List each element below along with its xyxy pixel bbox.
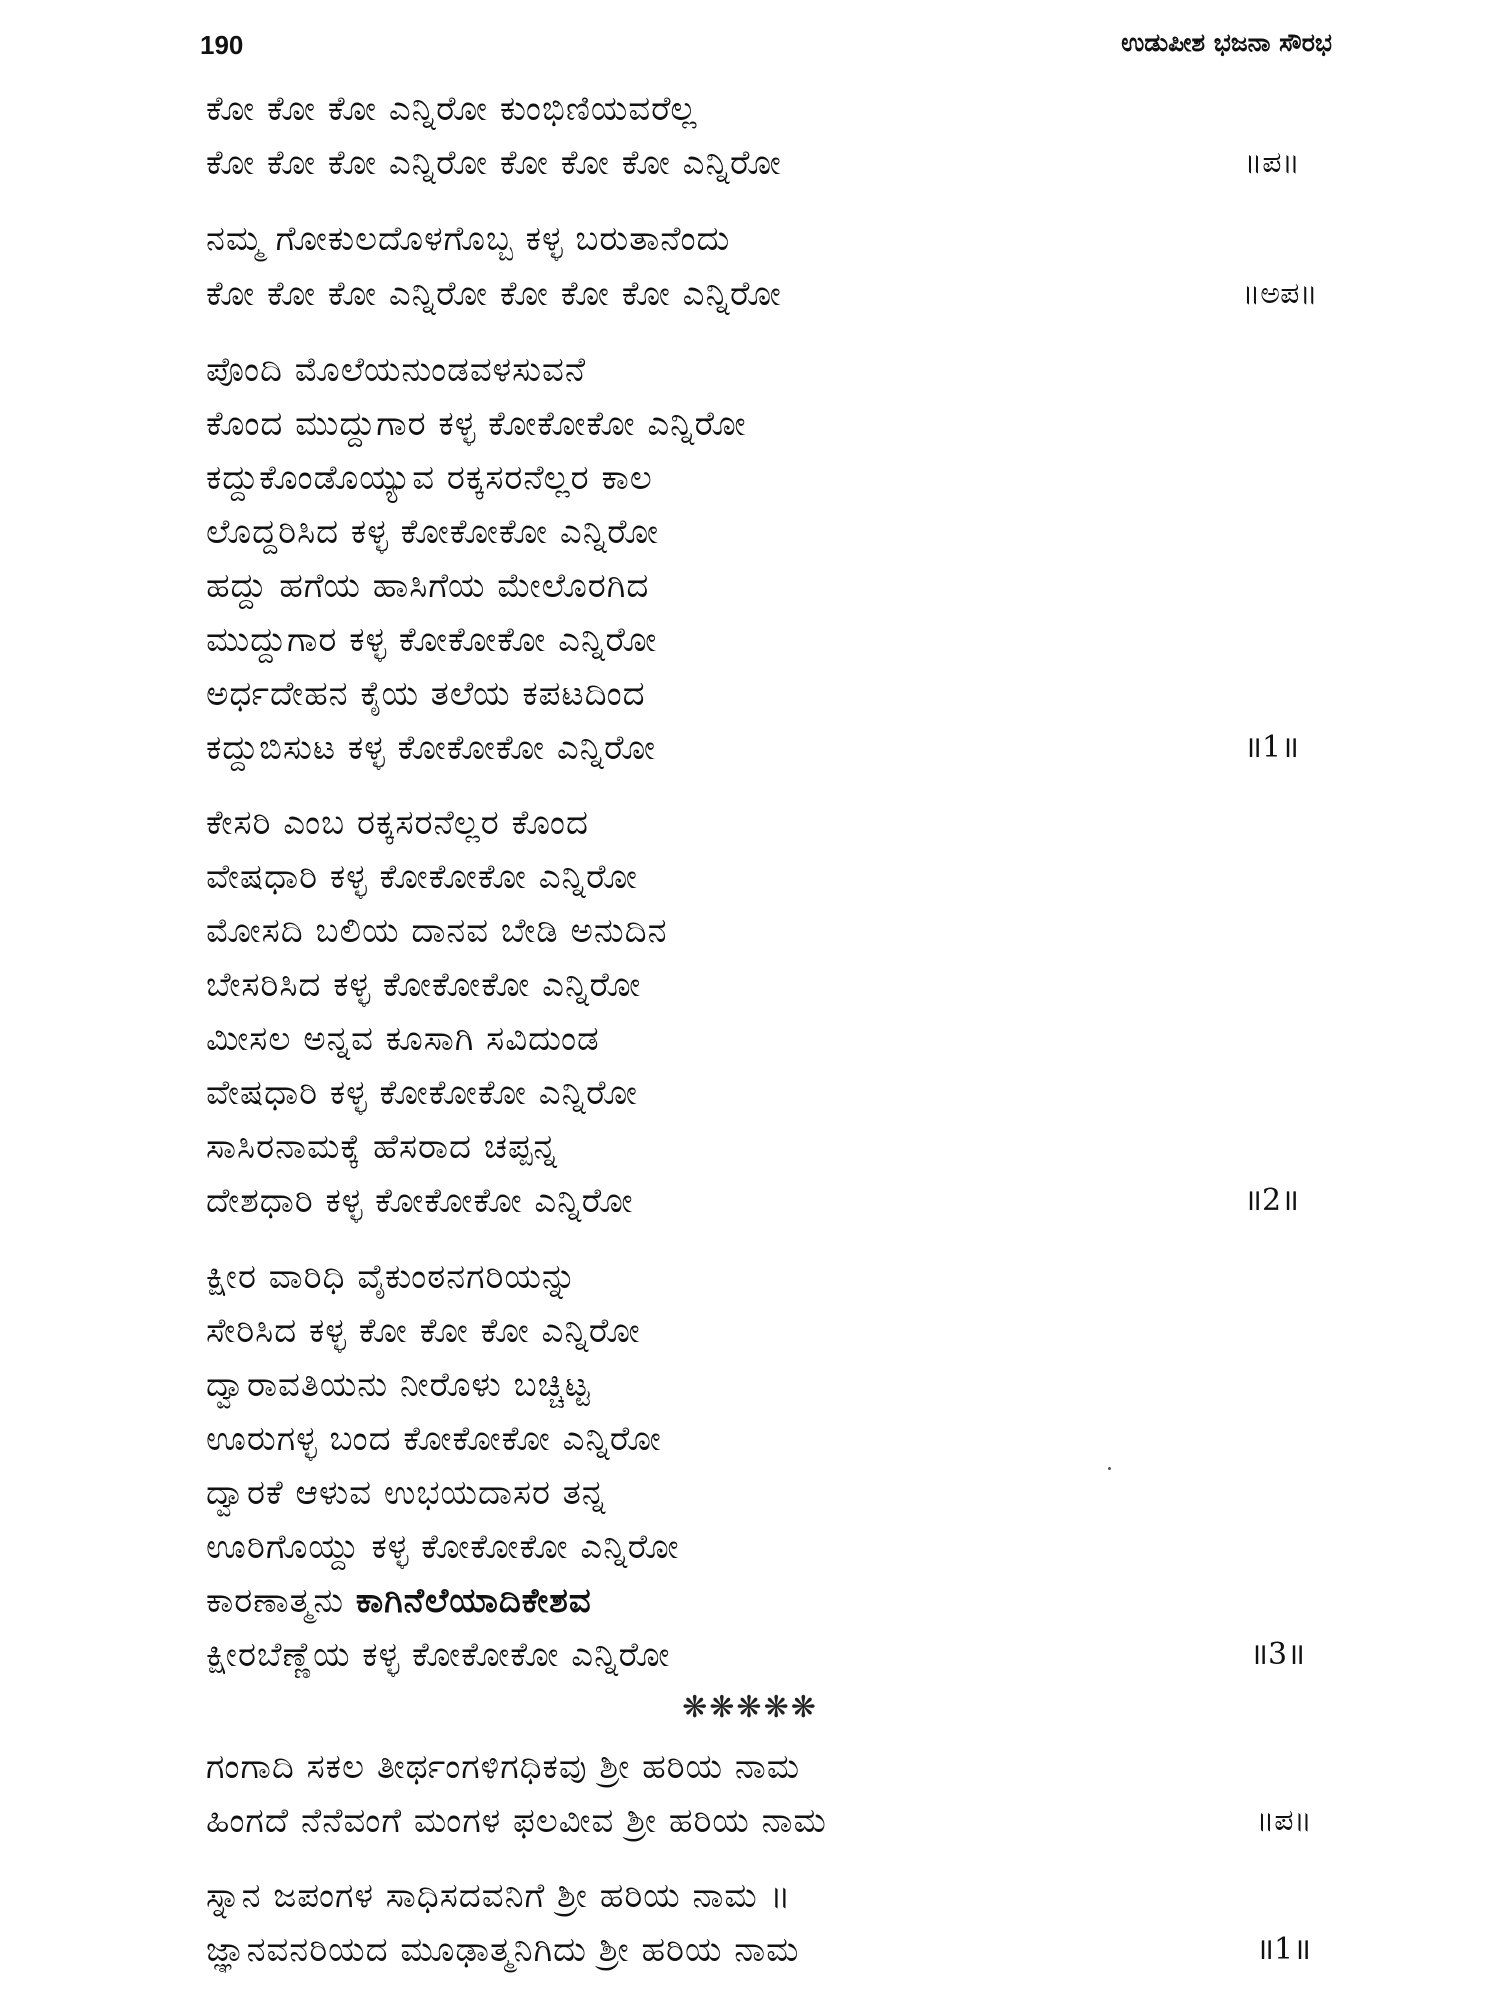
verse-line: ಕೇಸರಿ ಎಂಬ ರಕ್ಕಸರನೆಲ್ಲರ ಕೊಂದ	[206, 803, 589, 843]
verse-line: ಪೊಂದಿ ಮೊಲೆಯನುಂಡವಳಸುವನೆ	[206, 350, 587, 390]
verse-line: ಕ್ಷೀರಬೆಣ್ಣೆಯ ಕಳ್ಳ ಕೋಕೋಕೋ ಎನ್ನಿರೋ	[206, 1635, 671, 1675]
verse-line: ಅರ್ಧದೇಹನ ಕೈಯ ತಲೆಯ ಕಪಟದಿಂದ	[206, 674, 646, 714]
verse-line: ಮೀಸಲ ಅನ್ನವ ಕೂಸಾಗಿ ಸವಿದುಂಡ	[206, 1019, 600, 1059]
verse-line: ಜ್ಞಾನವನರಿಯದ ಮೂಢಾತ್ಮನಿಗಿದು ಶ್ರೀ ಹರಿಯ ನಾಮ	[206, 1930, 800, 1970]
verse-line: ಕದ್ದುಕೊಂಡೊಯ್ಯುವ ರಕ್ಕಸರನೆಲ್ಲರ ಕಾಲ	[206, 458, 653, 498]
verse-line: ಕೋ ಕೋ ಕೋ ಎನ್ನಿರೋ ಕೋ ಕೋ ಕೋ ಎನ್ನಿರೋ	[206, 143, 782, 183]
anupallavi-mark: ॥ಅಪ॥	[1242, 276, 1318, 311]
verse-line: ಊರಿಗೊಯ್ದು ಕಳ್ಳ ಕೋಕೋಕೋ ಎನ್ನಿರೋ	[206, 1527, 680, 1567]
print-speck	[1108, 1467, 1111, 1470]
verse-line: ವೇಷಧಾರಿ ಕಳ್ಳ ಕೋಕೋಕೋ ಎನ್ನಿರೋ	[206, 857, 638, 897]
stanza-number-mark: ॥2॥	[1244, 1183, 1300, 1218]
page-number: 190	[200, 30, 244, 60]
verse-line: ಹದ್ದು ಹಗೆಯ ಹಾಸಿಗೆಯ ಮೇಲೊರಗಿದ	[206, 566, 650, 606]
verse-line: ಸೇರಿಸಿದ ಕಳ್ಳ ಕೋ ಕೋ ಕೋ ಎನ್ನಿರೋ	[206, 1311, 641, 1351]
verse-line: ನಮ್ಮ ಗೋಕುಲದೊಳಗೊಬ್ಬ ಕಳ್ಳ ಬರುತಾನೆಂದು	[206, 219, 731, 259]
verse-line: ವೇಷಧಾರಿ ಕಳ್ಳ ಕೋಕೋಕೋ ಎನ್ನಿರೋ	[206, 1073, 638, 1113]
verse-line: ದ್ವಾರಾವತಿಯನು ನೀರೊಳು ಬಚ್ಚಿಟ್ಟ	[206, 1365, 591, 1405]
verse-line: ಮೋಸದಿ ಬಲಿಯ ದಾನವ ಬೇಡಿ ಅನುದಿನ	[206, 911, 668, 951]
verse-line: ಸ್ನಾನ ಜಪಂಗಳ ಸಾಧಿಸದವನಿಗೆ ಶ್ರೀ ಹರಿಯ ನಾಮ ॥	[206, 1876, 792, 1916]
verse-line: ದೇಶಧಾರಿ ಕಳ್ಳ ಕೋಕೋಕೋ ಎನ್ನಿರೋ	[206, 1181, 634, 1221]
composer-signature: ಕಾಗಿನೆಲೆಯಾದಿಕೇಶವ	[355, 1581, 592, 1621]
section-separator: ❋❋❋❋❋	[682, 1690, 818, 1725]
pallavi-mark: ॥ಪ॥	[1256, 1803, 1312, 1838]
verse-text: ಕಾರಣಾತ್ಮನು	[206, 1581, 356, 1621]
running-title: ಉಡುಪೀಶ ಭಜನಾ ಸೌರಭ	[1121, 28, 1332, 57]
pallavi-mark: ॥ಪ॥	[1244, 145, 1300, 180]
verse-line: ಲೊದ್ದರಿಸಿದ ಕಳ್ಳ ಕೋಕೋಕೋ ಎನ್ನಿರೋ	[206, 512, 660, 552]
verse-line: ದ್ವಾರಕೆ ಆಳುವ ಉಭಯದಾಸರ ತನ್ನ	[206, 1473, 607, 1513]
verse-line-with-signature	[206, 1579, 592, 1623]
verse-line: ಸಾಸಿರನಾಮಕ್ಕೆ ಹೆಸರಾದ ಚಪ್ಪನ್ನ	[206, 1127, 558, 1167]
verse-line: ಕೊಂದ ಮುದ್ದುಗಾರ ಕಳ್ಳ ಕೋಕೋಕೋ ಎನ್ನಿರೋ	[206, 404, 747, 444]
verse-line: ಹಿಂಗದೆ ನೆನೆವಂಗೆ ಮಂಗಳ ಫಲವೀವ ಶ್ರೀ ಹರಿಯ ನಾಮ	[206, 1801, 827, 1841]
stanza-number-mark: ॥1॥	[1256, 1932, 1312, 1967]
verse-line: ಕ್ಷೀರ ವಾರಿಧಿ ವೈಕುಂಠನಗರಿಯನ್ನು	[206, 1257, 578, 1297]
verse-line: ಮುದ್ದುಗಾರ ಕಳ್ಳ ಕೋಕೋಕೋ ಎನ್ನಿರೋ	[206, 620, 658, 660]
verse-line: ಕೋ ಕೋ ಕೋ ಎನ್ನಿರೋ ಕೋ ಕೋ ಕೋ ಎನ್ನಿರೋ	[206, 274, 782, 314]
verse-line: ಕೋ ಕೋ ಕೋ ಎನ್ನಿರೋ ಕುಂಭಿಣಿಯವರೆಲ್ಲ	[206, 89, 698, 129]
stanza-number-mark: ॥3॥	[1250, 1637, 1306, 1672]
verse-line: ಕದ್ದುಬಿಸುಟ ಕಳ್ಳ ಕೋಕೋಕೋ ಎನ್ನಿರೋ	[206, 728, 656, 768]
verse-line: ಊರುಗಳ್ಳ ಬಂದ ಕೋಕೋಕೋ ಎನ್ನಿರೋ	[206, 1419, 662, 1459]
verse-line: ಬೇಸರಿಸಿದ ಕಳ್ಳ ಕೋಕೋಕೋ ಎನ್ನಿರೋ	[206, 965, 642, 1005]
verse-line: ಗಂಗಾದಿ ಸಕಲ ತೀರ್ಥಂಗಳಿಗಧಿಕವು ಶ್ರೀ ಹರಿಯ ನಾಮ	[206, 1747, 801, 1787]
stanza-number-mark: ॥1॥	[1244, 730, 1300, 765]
